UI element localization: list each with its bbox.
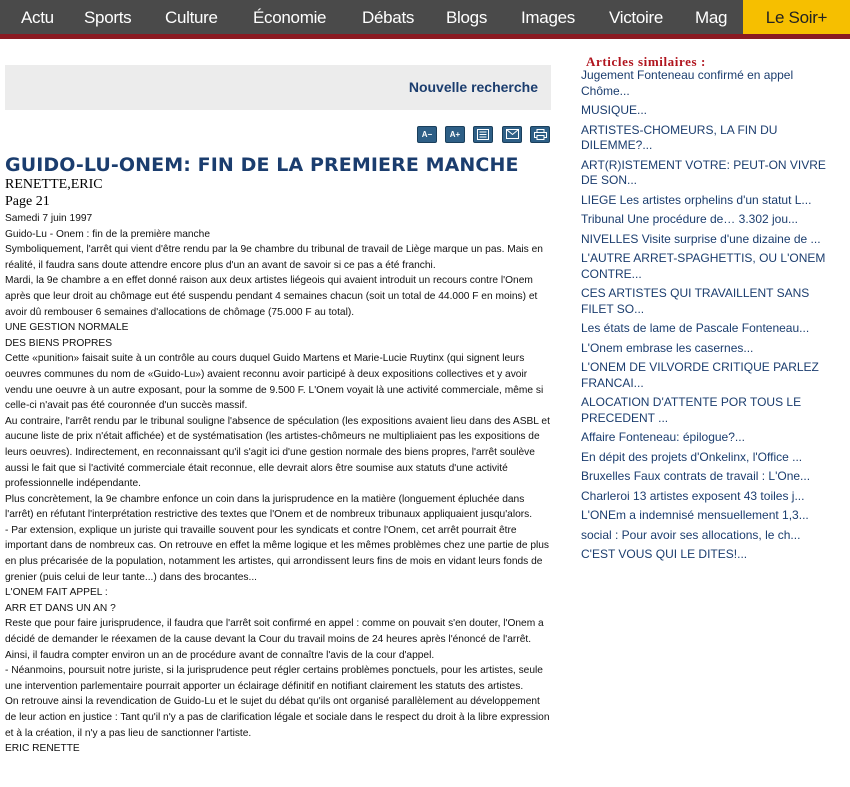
search-band (5, 65, 551, 110)
article-title: GUIDO-LU-ONEM: FIN DE LA PREMIERE MANCHE (5, 154, 519, 176)
similar-article-link[interactable]: L'Onem embrase les casernes... (581, 340, 754, 355)
article-date: Samedi 7 juin 1997 (5, 213, 93, 224)
nav-item-sports[interactable]: Sports (84, 8, 132, 27)
mail-icon (506, 129, 519, 139)
nav-item-images[interactable]: Images (521, 8, 575, 27)
nav-item-actu[interactable]: Actu (21, 8, 54, 27)
article-body (5, 211, 553, 757)
print-button[interactable] (530, 126, 550, 143)
article-subheading: UNE GESTION NORMALE (5, 322, 129, 334)
similar-article-link[interactable]: Tribunal Une procédure de… 3.302 jou... (581, 212, 799, 226)
similar-article-link[interactable]: Jugement Fonteneau confirmé en appel Chôme... (581, 68, 794, 98)
article-paragraph: - Par extension, explique un juriste qui travaille souvent pour les syndicats et contre l'Onem, cet arrêt pourrait être important dans de nombreux cas. On retrouve en effet la même logique et les mêmes problèmes chez une partie de plus en plus précarisée de la population, notamment les artistes, qui arrondissent leurs fins de mois en vidant leurs fonds de grenier (puis celui de leur tante...) dans des brocantes... (5, 524, 550, 583)
article-subheading: L'ONEM FAIT APPEL : (5, 587, 108, 599)
similar-article-link[interactable]: L'ONEm a indemnisé mensuellement 1,3... (581, 508, 809, 522)
top-navigation (0, 0, 850, 34)
similar-article-link[interactable]: social : Pour avoir ses allocations, le ch... (581, 527, 801, 542)
article-paragraph: - Néanmoins, poursuit notre juriste, si la jurisprudence peut régler certains problèmes ponctuels, pour les artistes, seule une intervention parlementaire pourrait apporter un éclairage définitif en notifiant clairement les statuts des artistes. (5, 665, 543, 692)
nav-item-economie[interactable]: Économie (253, 8, 327, 27)
list-button[interactable] (473, 126, 493, 143)
article-paragraph: Mardi, la 9e chambre a en effet donné raison aux deux artistes liégeois qui avaient introduit un recours contre l'Onem après que leur droit au chômage eut été suspendu pendant 4 semaines chacun (soit un total de 44.000 F en moins) et avoir dû rembouser 6 semaines d'allocations de chômage (75.000 F au total). (5, 275, 538, 318)
similar-article-link[interactable]: CES ARTISTES QUI TRAVAILLENT SANS FILET SO... (581, 286, 810, 316)
similar-article-link[interactable]: Bruxelles Faux contrats de travail : L'One... (581, 469, 811, 483)
nav-item-le-soir-plus[interactable]: Le Soir+ (743, 0, 850, 34)
email-button[interactable] (502, 126, 522, 143)
article-paragraph: Reste que pour faire jurisprudence, il faudra que l'arrêt soit confirmé en appel : comme on pouvait s'en douter, l'Onem a décidé de demander le réexamen de la cause devant la Cour du travail moins de 24 heures après l'énoncé de l'arrêt. Ainsi, il faudra compter environ un an de procédure avant de connaître l'avis de la cour d'appel. (5, 618, 544, 661)
article-subheading: ARR ET DANS UN AN ? (5, 602, 116, 614)
similar-article-link[interactable]: Charleroi 13 artistes exposent 43 toiles j... (581, 488, 805, 503)
increase-font-button[interactable]: A+ (445, 126, 465, 143)
article-author: RENETTE,ERIC (5, 177, 103, 192)
article-paragraph: Au contraire, l'arrêt rendu par le tribunal souligne l'absence de spéculation (les expositions avaient lieu dans des ASBL et aucune liste de prix n'était affichée) et de systématisation (les artistes-chômeurs ne multipliaient pas les expositions de leurs oeuvres). Indirectement, en reconnaissant qu'il s'agit ici d'une gestion normale des biens propres, l'arrêt soulève aussi le fait que si l'activité commerciale était reconnue, elle devrait alors être soumise aux statuts d'une activité professionnelle indépendante. (5, 415, 550, 490)
similar-article-link[interactable]: En dépit des projets d'Onkelinx, l'Office ... (581, 449, 803, 464)
list-icon (477, 129, 489, 140)
article-signature: ERIC RENETTE (5, 743, 80, 755)
similar-article-link[interactable]: C'EST VOUS QUI LE DITES!... (581, 547, 748, 561)
similar-article-link[interactable]: ART(R)ISTEMENT VOTRE: PEUT-ON VIVRE DE SON... (581, 157, 826, 187)
article-paragraph: On retrouve ainsi la revendication de Guido-Lu et le sujet du débat qu'ils ont organisé parallèlement au développement de leur action en justice : Tant qu'il n'y a pas de clarification légale et sociale dans le respect du droit à la libre expression et à la création, il n'y a pas lieu de sanctionner l'artiste. (5, 696, 550, 739)
nav-divider (0, 34, 850, 39)
nav-item-culture[interactable]: Culture (165, 8, 218, 27)
nav-item-debats[interactable]: Débats (362, 8, 415, 27)
similar-article-link[interactable]: Affaire Fonteneau: épilogue?... (581, 430, 745, 444)
similar-article-link[interactable]: NIVELLES Visite surprise d'une dizaine de ... (581, 231, 821, 246)
print-icon (534, 129, 547, 140)
similar-articles-list (581, 66, 843, 563)
similar-article-link[interactable]: L'AUTRE ARRET-SPAGHETTIS, OU L'ONEM CONTRE... (581, 251, 826, 281)
nav-item-blogs[interactable]: Blogs (446, 8, 488, 27)
decrease-font-button[interactable]: A− (417, 126, 437, 143)
similar-article-link[interactable]: L'ONEM DE VILVORDE CRITIQUE PARLEZ FRANCAI... (581, 360, 819, 390)
nav-item-mag[interactable]: Mag (695, 8, 728, 27)
similar-articles-title: Articles similaires : (586, 54, 706, 69)
article-paragraph: Plus concrètement, la 9e chambre enfonce un coin dans la jurisprudence en la matière (longuement épluchée dans l'arrêt) en réfutant l'interprétation restrictive des textes que l'Onem et de nombreux tribunaux appliquaient jusqu'alors. (5, 493, 533, 521)
similar-article-link[interactable]: LIEGE Les artistes orphelins d'un statut L... (581, 192, 812, 207)
similar-article-link[interactable]: ARTISTES-CHOMEURS, LA FIN DU DILEMME?... (581, 122, 778, 152)
nav-item-victoire[interactable]: Victoire (609, 8, 663, 27)
article-paragraph: Symboliquement, l'arrêt qui vient d'être rendu par la 9e chambre du tribunal de travail de Liège marque un pas. Mais en réalité, il faudra sans doute attendre encore plus d'un an avant de savoir si ce pas a été franchi. (5, 244, 543, 271)
similar-article-link[interactable]: Les états de lame de Pascale Fonteneau... (581, 321, 810, 335)
article-paragraph: Guido-Lu - Onem : fin de la première manche (5, 228, 210, 240)
article-page: Page 21 (5, 194, 50, 209)
article-subheading: DES BIENS PROPRES (5, 337, 112, 349)
similar-article-link[interactable]: MUSIQUE... (581, 103, 648, 117)
new-search-link[interactable]: Nouvelle recherche (408, 79, 538, 95)
similar-article-link[interactable]: ALOCATION D'ATTENTE POR TOUS LE PRECEDENT ... (581, 395, 802, 425)
article-paragraph: Cette «punition» faisait suite à un contrôle au cours duquel Guido Martens et Marie-Lucie Ruytinx (qui signent leurs oeuvres communes du nom de «Guido-Lu») avaient reconnu avoir participé à deux expositions collectives et y avoir vendu une oeuvre à un autre exposant, pour la somme de 9.500 F. L'Onem voyait là une activité commerciale, même si celle-ci n'avait pas été couronnée d'un succès massif. (5, 353, 544, 412)
